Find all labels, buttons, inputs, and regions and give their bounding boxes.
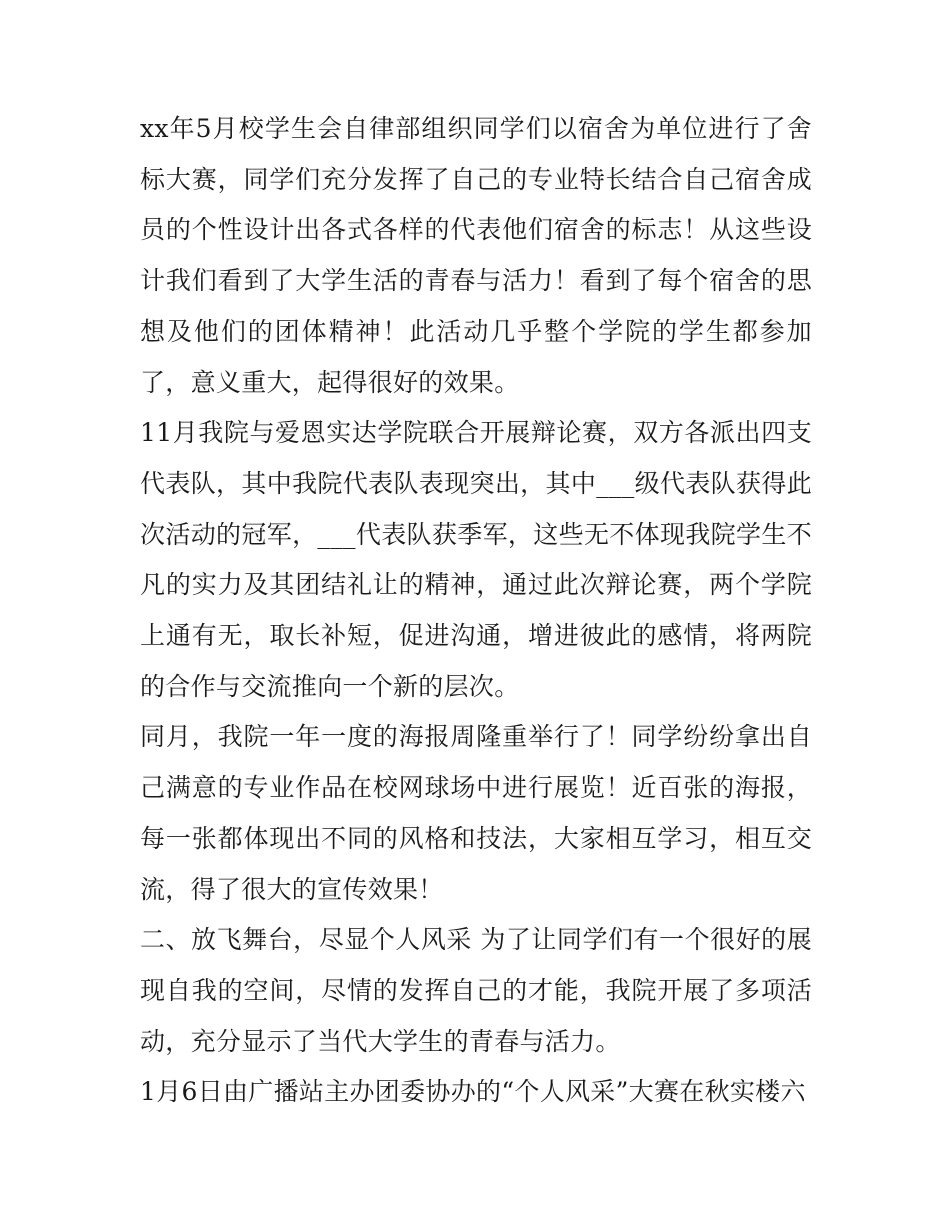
- paragraph-section-two-heading: 二、放飞舞台，尽显个人风采 为了让同学们有一个很好的展现自我的空间，尽情的发挥自己的才能，我院开展了多项活动，充分显示了当代大学生的青春与活力。: [140, 925, 812, 1056]
- paragraph-personal-style-contest: 1月6日由广播站主办团委协办的“个人风采”大赛在秋实楼六: [140, 1077, 806, 1107]
- paragraph-poster-week: 同月，我院一年一度的海报周隆重举行了！同学纷纷拿出自己满意的专业作品在校网球场中进行展览！近百张的海报，每一张都体现出不同的风格和技法，大家相互学习，相互交流，得了很大的宣传效果！: [140, 722, 812, 904]
- paragraph-debate-contest: 11月我院与爱恩实达学院联合开展辩论赛，双方各派出四支代表队，其中我院代表队表现突出，其中___级代表队获得此次活动的冠军，___代表队获季军，这些无不体现我院学生不凡的实力及其团结礼让的精神，通过此次辩论赛，两个学院上通有无，取长补短，促进沟通，增进彼此的感情，将两院的合作与交流推向一个新的层次。: [140, 418, 812, 701]
- paragraph-dorm-logo-contest: xx年5月校学生会自律部组织同学们以宿舍为单位进行了舍标大赛，同学们充分发挥了自己的专业特长结合自己宿舍成员的个性设计出各式各样的代表他们宿舍的标志！从这些设计我们看到了大学生活的青春与活力！看到了每个宿舍的思想及他们的团体精神！此活动几乎整个学院的学生都参加了，意义重大，起得很好的效果。: [140, 114, 812, 397]
- document-body: [140, 104, 812, 1118]
